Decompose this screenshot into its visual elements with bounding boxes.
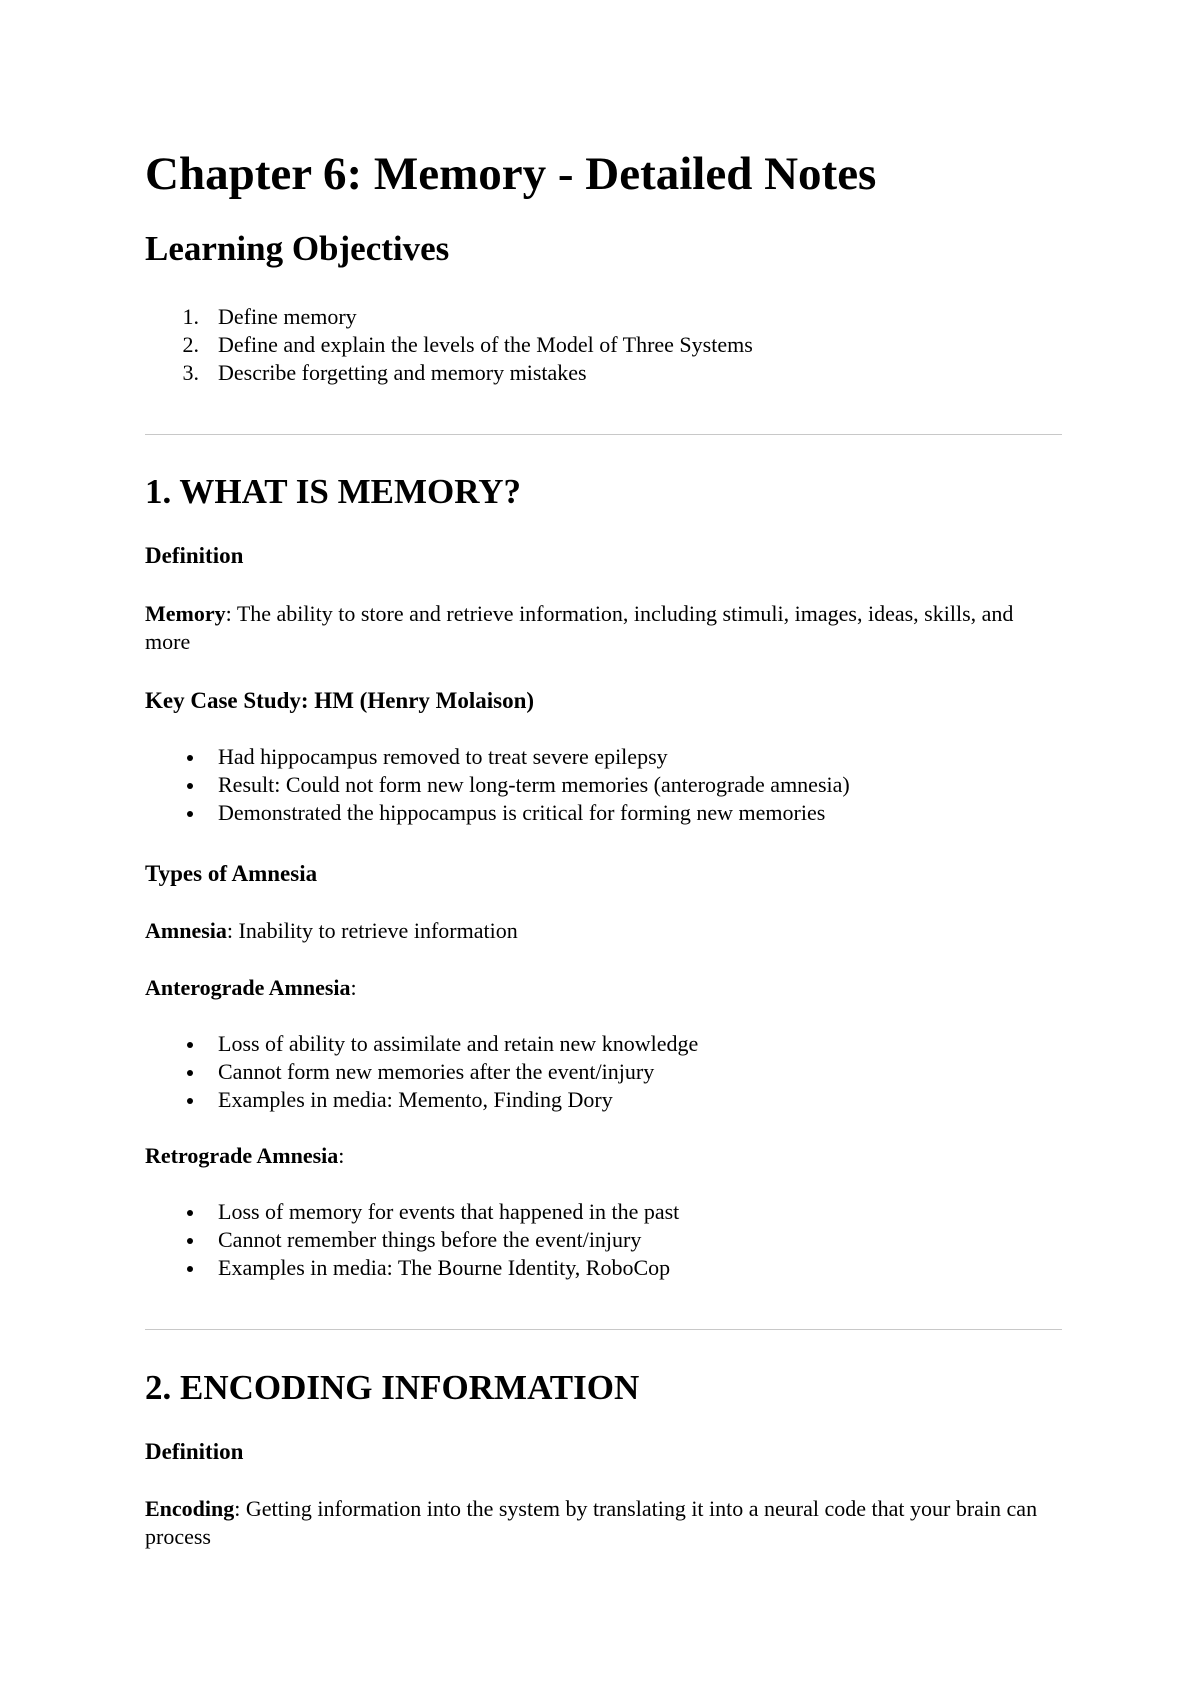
section-2-title: 2. ENCODING INFORMATION xyxy=(145,1368,640,1407)
list-number: 2. xyxy=(182,332,199,357)
list-number: 1. xyxy=(182,304,199,329)
amnesia-types-heading: Types of Amnesia xyxy=(145,861,318,886)
list-item-text: Define and explain the levels of the Model of Three Systems xyxy=(218,332,753,357)
list-item-text: Demonstrated the hippocampus is critical for forming new memories xyxy=(218,800,826,825)
list-number: 3. xyxy=(182,360,199,385)
list-item-text: Had hippocampus removed to treat severe epilepsy xyxy=(218,744,668,769)
list-item-text: Examples in media: Memento, Finding Dory xyxy=(218,1087,613,1112)
list-item-text: Result: Could not form new long-term memories (anterograde amnesia) xyxy=(218,772,850,797)
list-item xyxy=(145,1086,698,1114)
list-item xyxy=(145,743,850,771)
list-item xyxy=(145,1030,698,1058)
list-item-text: Examples in media: The Bourne Identity, RoboCop xyxy=(218,1255,671,1280)
definition-text: : The ability to store and retrieve information, including stimuli, images, ideas, skills, and more xyxy=(145,601,1014,654)
list-item-text: Loss of memory for events that happened in the past xyxy=(218,1199,680,1224)
bullet-icon xyxy=(187,1070,193,1076)
encoding-definition xyxy=(145,1495,1045,1551)
list-item-text: Loss of ability to assimilate and retain new knowledge xyxy=(218,1031,699,1056)
bullet-icon xyxy=(187,783,193,789)
amnesia-definition xyxy=(145,917,1045,945)
list-item xyxy=(145,1254,679,1282)
retrograde-label xyxy=(145,1142,1045,1170)
definition-text: : Getting information into the system by translating it into a neural code that your brain can process xyxy=(145,1496,1038,1549)
anterograde-term: Anterograde Amnesia xyxy=(145,975,351,1000)
bullet-icon xyxy=(187,1238,193,1244)
bullet-icon xyxy=(187,811,193,817)
bullet-icon xyxy=(187,1042,193,1048)
bullet-icon xyxy=(187,1098,193,1104)
definition-term: Encoding xyxy=(145,1496,235,1521)
amnesia-term: Amnesia xyxy=(145,918,227,943)
page-title: Chapter 6: Memory - Detailed Notes xyxy=(145,148,877,200)
case-study-list xyxy=(145,743,850,827)
section-2-definition-heading: Definition xyxy=(145,1439,244,1464)
list-item-text: Describe forgetting and memory mistakes xyxy=(218,360,587,385)
horizontal-rule xyxy=(145,434,1062,435)
list-item xyxy=(145,771,850,799)
retrograde-colon: : xyxy=(338,1143,345,1168)
list-item xyxy=(145,1226,679,1254)
retrograde-term: Retrograde Amnesia xyxy=(145,1143,339,1168)
list-item-text: Define memory xyxy=(218,304,357,329)
anterograde-label xyxy=(145,974,1045,1002)
definition-term: Memory xyxy=(145,601,226,626)
anterograde-list xyxy=(145,1030,698,1114)
objectives-list xyxy=(145,303,753,387)
list-item xyxy=(145,303,753,331)
bullet-icon xyxy=(187,1266,193,1272)
list-item xyxy=(145,331,753,359)
section-1-definition-heading: Definition xyxy=(145,543,244,568)
list-item xyxy=(145,1058,698,1086)
list-item xyxy=(145,799,850,827)
learning-objectives-heading: Learning Objectives xyxy=(145,229,450,268)
bullet-icon xyxy=(187,1210,193,1216)
case-study-heading: Key Case Study: HM (Henry Molaison) xyxy=(145,688,535,713)
list-item-text: Cannot remember things before the event/injury xyxy=(218,1227,642,1252)
retrograde-list xyxy=(145,1198,679,1282)
anterograde-colon: : xyxy=(350,975,357,1000)
list-item xyxy=(145,1198,679,1226)
amnesia-text: : Inability to retrieve information xyxy=(226,918,518,943)
bullet-icon xyxy=(187,755,193,761)
horizontal-rule xyxy=(145,1329,1062,1330)
list-item xyxy=(145,359,753,387)
memory-definition xyxy=(145,600,1045,656)
section-1-title: 1. WHAT IS MEMORY? xyxy=(145,472,522,511)
list-item-text: Cannot form new memories after the event/injury xyxy=(218,1059,655,1084)
